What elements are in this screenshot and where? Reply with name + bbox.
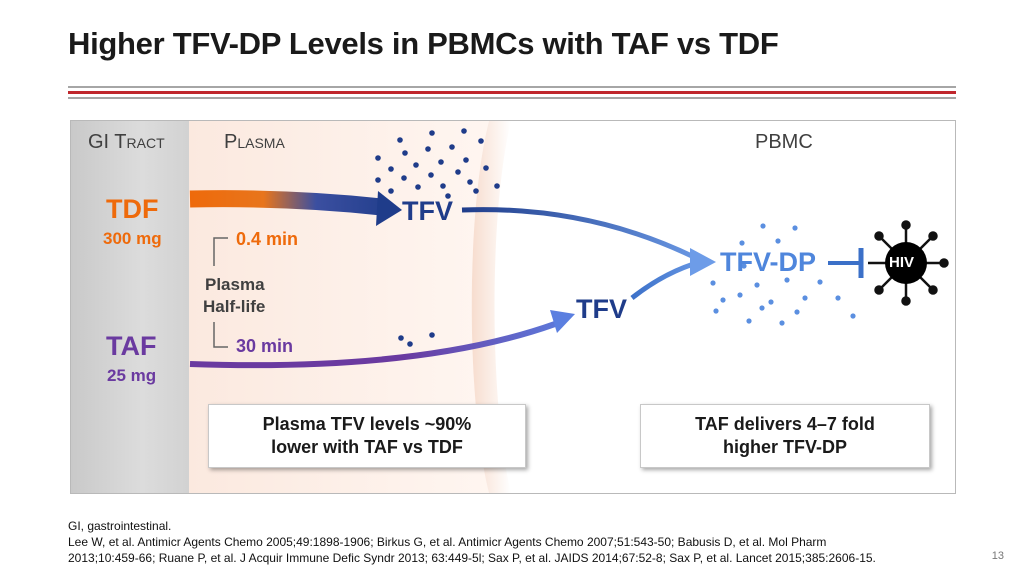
tfv-molecule-dot [375,155,381,161]
plasma-callout-box [208,404,526,468]
tdf-dose: 300 mg [103,229,162,248]
zone-label-plasma: Plasma [224,131,285,153]
tfv-molecule-dot [397,137,403,143]
tfv-dp-molecule-dot [720,297,725,302]
plasma-callout-line2: lower with TAF vs TDF [271,437,463,457]
tfv-lower-curve [632,262,700,298]
tfv-molecule-dot [388,166,394,172]
tfv-molecule-dot [455,169,461,175]
tfv-molecule-dot [429,130,435,136]
tfv-dp-molecule-dot [746,318,751,323]
footnote-abbrev: GI, gastrointestinal. [68,519,172,533]
tfv-molecule-dot [461,128,467,134]
footnote-refs-line2: 2013;10:459-66; Ruane P, et al. J Acquir Immune Defic Syndr 2013; 63:449-5l; Sax P, et al. JAIDS 2014;67:52-8; Sax P, et al. Lancet 2015;385:2606-15. [68,551,876,565]
taf-label: TAF [106,331,157,361]
tfv-lower-label: TFV [576,294,627,324]
tfv-dp-molecule-dot [713,308,718,313]
half-life-label-line1: Plasma [205,275,265,294]
tfv-dp-molecule-dot [784,277,789,282]
taf-plasma-tfv-dots [398,332,435,347]
tfv-molecule-dot [407,341,413,347]
plasma-callout-line1: Plasma TFV levels ~90% [262,414,472,434]
tfv-molecule-dot [388,188,394,194]
slide-title: Higher TFV-DP Levels in PBMCs with TAF vs TDF [68,26,779,61]
tfv-molecule-dot [415,184,421,190]
tfv-dp-molecule-dot [760,223,765,228]
tfv-dp-molecule-dot [759,305,764,310]
tdf-arrowhead [376,191,402,226]
tfv-dp-molecule-dot [768,299,773,304]
tfv-molecule-dot [375,177,381,183]
tfv-dp-molecule-dot [817,279,822,284]
half-life-bracket-top [214,238,228,266]
tfv-molecule-dot [425,146,431,152]
pbmc-callout-line1: TAF delivers 4–7 fold [695,414,875,434]
half-life-bracket-bottom [214,322,228,347]
tfv-dp-molecule-dot [794,309,799,314]
tfv-molecule-dot [438,159,444,165]
tfv-dp-molecule-dot [775,238,780,243]
tfv-molecule-dot [428,172,434,178]
footnote-refs-line1: Lee W, et al. Antimicr Agents Chemo 2005;49:1898-1906; Birkus G, et al. Antimicr Agents Chemo 2007;51:543-50; Babusis D, et al. Mol Pharm [68,535,827,549]
tfv-dp-molecule-dot [754,282,759,287]
tfv-molecule-dot [463,157,469,163]
zone-label-pbmc: PBMC [755,131,813,153]
page-number: 13 [991,550,1004,562]
tfv-dp-molecule-dot [802,295,807,300]
tfv-dp-molecule-dot [779,320,784,325]
tfv-molecule-dot [494,183,500,189]
hiv-label: HIV [889,254,915,271]
tfv-dp-molecule-dot [739,240,744,245]
tfv-dp-label: TFV-DP [720,247,817,277]
tfv-molecule-dot [449,144,455,150]
tfv-upper-label: TFV [402,196,453,226]
tdf-half-life: 0.4 min [236,229,299,249]
tfv-molecule-dot [440,183,446,189]
tfv-dp-molecule-dot [850,313,855,318]
tfv-molecule-dot [483,165,489,171]
tfv-molecule-dot [398,335,404,341]
pbmc-callout-line2: higher TFV-DP [722,437,847,457]
tfv-molecule-dot [467,179,473,185]
tfv-dp-molecule-dot [737,292,742,297]
tdf-arrow [190,199,382,207]
tfv-dp-molecule-dot [792,225,797,230]
tfv-molecule-dot [473,188,479,194]
tdf-label: TDF [106,194,159,224]
taf-half-life: 30 min [236,336,294,356]
half-life-label-line2: Half-life [203,297,266,316]
tfv-dp-molecule-dot [835,295,840,300]
tfv-molecule-dot [478,138,484,144]
tfv-upper-curve [462,210,700,260]
tfv-molecule-dot [413,162,419,168]
plasma-tfv-dots [375,128,500,199]
tfv-molecule-dot [429,332,435,338]
tfv-molecule-dot [401,175,407,181]
tfv-molecule-dot [402,150,408,156]
taf-arrowhead [550,310,575,333]
tfv-dp-molecule-dot [710,280,715,285]
pbmc-entry-arrowhead [690,248,716,276]
pbmc-callout-box [640,404,930,468]
taf-dose: 25 mg [107,366,157,385]
zone-label-gi-tract: GI Tract [88,131,165,153]
